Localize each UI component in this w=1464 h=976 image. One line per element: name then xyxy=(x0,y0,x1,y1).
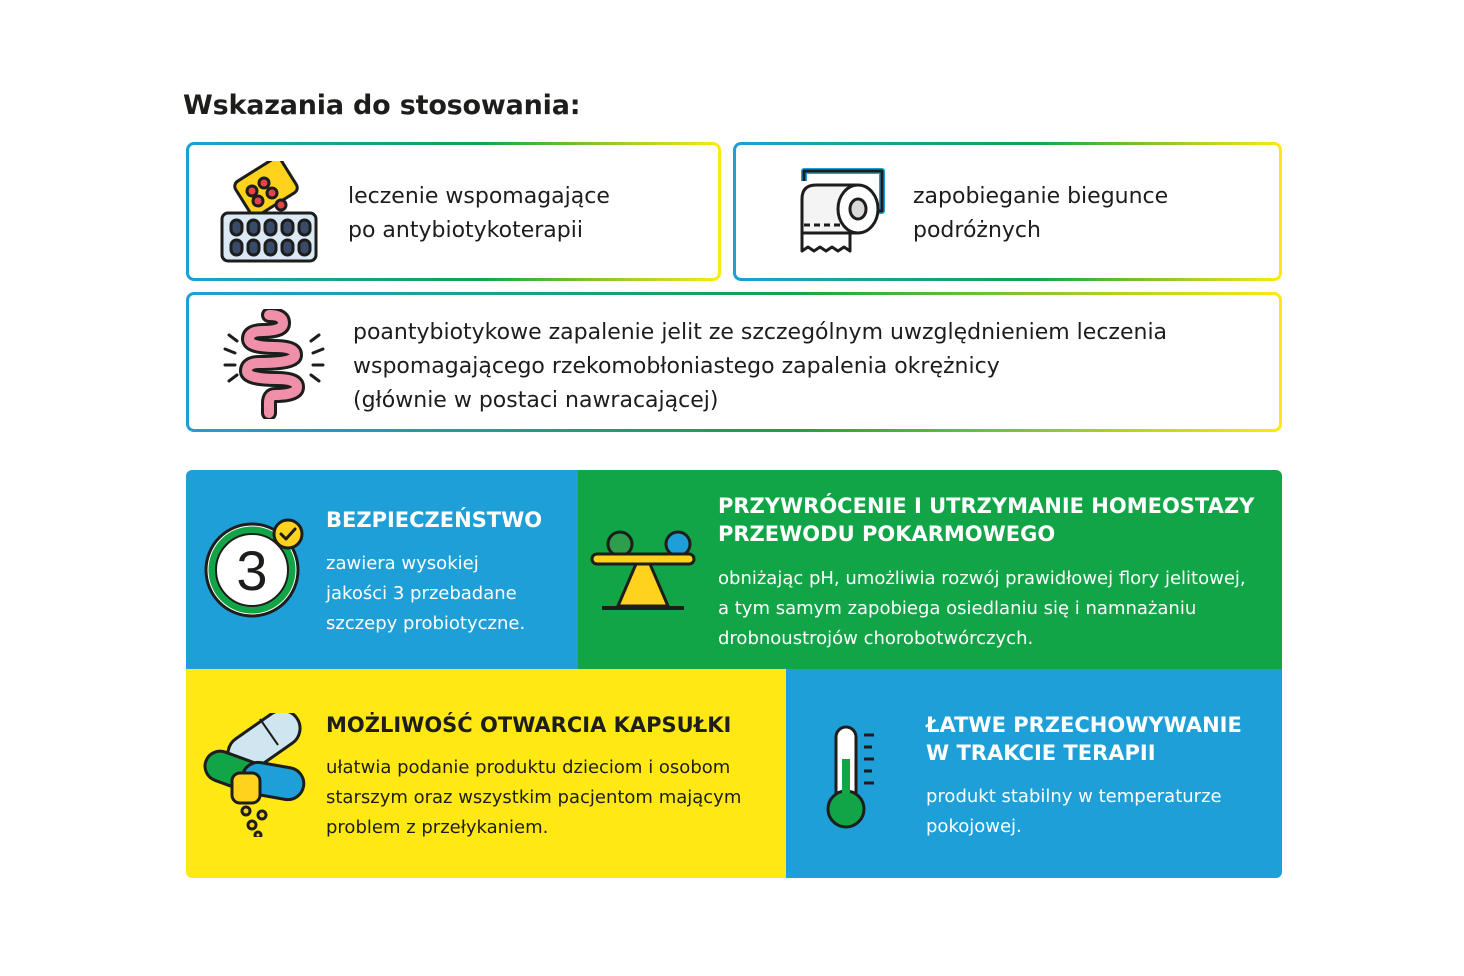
indication-text: poantybiotykowe zapalenie jelit ze szczególnym uwzględnieniem leczenia wspomagającego rzekomobłoniastego zapalenia okrężnicy (głównie w postaci nawracającej) xyxy=(353,320,1168,413)
balance-scale-icon xyxy=(588,528,698,612)
toilet-paper-icon xyxy=(794,167,886,259)
feature-description: ułatwia podanie produktu dzieciom i osobom starszym oraz wszystkim pacjentom mającym problem z przełykaniem. xyxy=(326,757,742,838)
feature-title: ŁATWE PRZECHOWYWANIE W TRAKCIE TERAPII xyxy=(926,713,1242,765)
intestine-icon xyxy=(219,309,329,419)
feature-description: zawiera wysokiej jakości 3 przebadane szczepy probiotyczne. xyxy=(326,553,526,634)
feature-title: MOŻLIWOŚĆ OTWARCIA KAPSUŁKI xyxy=(326,713,732,737)
feature-description: produkt stabilny w temperaturze pokojowej. xyxy=(926,786,1222,837)
indication-card-antibiotic xyxy=(186,142,721,281)
feature-tile-homeostasis xyxy=(578,470,1282,669)
three-strains-icon xyxy=(200,516,310,620)
indication-text: zapobieganie biegunce podróżnych xyxy=(913,184,1169,243)
indication-card-colitis xyxy=(186,292,1282,432)
strains-count: 3 xyxy=(236,539,268,602)
feature-description: obniżając pH, umożliwia rozwój prawidłowej flory jelitowej, a tym samym zapobiega osiedlaniu się i namnażaniu drobnoustrojów chorobotwórczych. xyxy=(718,568,1246,649)
feature-tile-safety xyxy=(186,470,578,669)
page-title: Wskazania do stosowania: xyxy=(183,90,581,121)
indication-text: leczenie wspomagające po antybiotykoterapii xyxy=(348,184,610,243)
pill-blister-icon xyxy=(217,161,321,267)
thermometer-icon xyxy=(824,723,884,833)
indication-card-travel xyxy=(733,142,1282,281)
open-capsule-icon xyxy=(202,713,308,837)
feature-tile-storage xyxy=(786,669,1282,878)
feature-title: BEZPIECZEŃSTWO xyxy=(326,508,543,532)
feature-title: PRZYWRÓCENIE I UTRZYMANIE HOMEOSTAZY PRZEWODU POKARMOWEGO xyxy=(718,494,1255,546)
feature-tile-capsule xyxy=(186,669,786,878)
